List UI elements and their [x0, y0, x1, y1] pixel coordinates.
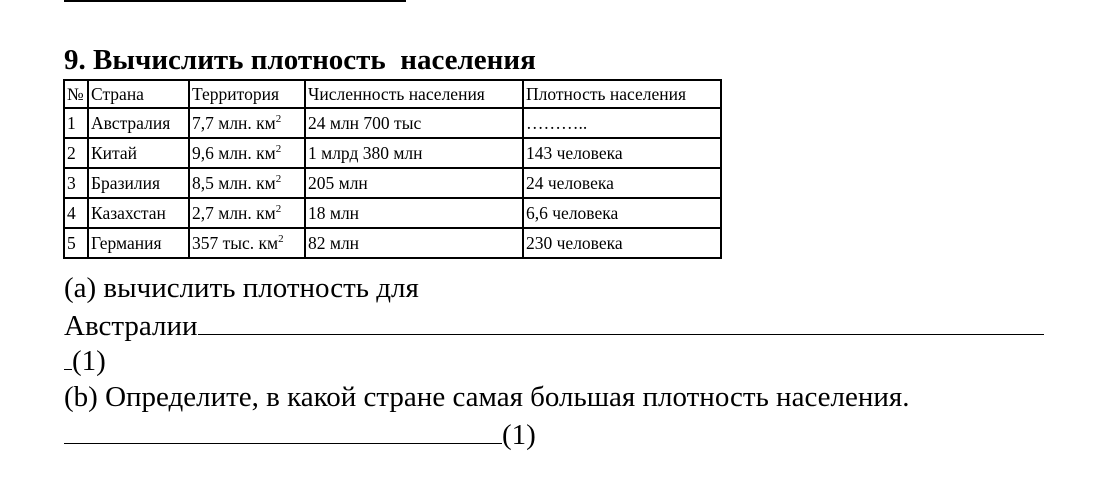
question-b-text: (b) Определите, в какой стране самая большая плотность населения. — [64, 381, 910, 413]
cell-number: 4 — [64, 198, 88, 228]
territory-value: 8,5 млн. км — [192, 173, 276, 193]
question-b-answer-line — [64, 417, 536, 452]
table-header-row — [64, 80, 721, 108]
answer-blank-a[interactable] — [198, 308, 1044, 335]
territory-exponent: 2 — [278, 233, 284, 246]
cell-population: 18 млн — [305, 198, 523, 228]
cell-density: 24 человека — [523, 168, 721, 198]
territory-value: 2,7 млн. км — [192, 203, 276, 223]
territory-exponent: 2 — [275, 203, 282, 216]
header-country: Страна — [88, 80, 189, 108]
cell-density: 230 человека — [523, 228, 721, 258]
header-territory: Территория — [189, 80, 305, 108]
cell-territory — [189, 168, 305, 198]
cell-population: 24 млн 700 тыс — [305, 108, 523, 138]
cell-density: ……….. — [523, 108, 721, 138]
answer-blank-b[interactable] — [64, 417, 502, 444]
table-row — [64, 108, 721, 138]
answer-blank-a-continued[interactable] — [64, 343, 72, 370]
question-b-score: (1) — [502, 419, 536, 451]
table-row — [64, 138, 721, 168]
cell-density: 143 человека — [523, 138, 721, 168]
territory-exponent: 2 — [275, 143, 282, 156]
header-number: № — [64, 80, 88, 108]
table-row — [64, 228, 721, 258]
question-a-score: (1) — [72, 345, 106, 377]
cell-territory — [189, 108, 305, 138]
cell-country: Германия — [88, 228, 189, 258]
cell-country: Австралия — [88, 108, 189, 138]
question-a-answer-line — [64, 308, 1044, 343]
cell-country: Китай — [88, 138, 189, 168]
territory-exponent: 2 — [275, 113, 282, 126]
population-table — [63, 79, 722, 259]
cell-country: Бразилия — [88, 168, 189, 198]
header-density: Плотность населения — [523, 80, 721, 108]
territory-value: 357 тыс. км — [192, 233, 279, 253]
cell-number: 2 — [64, 138, 88, 168]
question-a-score-line — [64, 343, 106, 378]
cell-territory — [189, 138, 305, 168]
table-row — [64, 168, 721, 198]
cell-number: 3 — [64, 168, 88, 198]
cell-number: 5 — [64, 228, 88, 258]
cell-density: 6,6 человека — [523, 198, 721, 228]
territory-value: 7,7 млн. км — [192, 113, 276, 133]
task-title: 9. Вычислить плотность населения — [64, 44, 536, 76]
cell-territory — [189, 198, 305, 228]
cell-population: 82 млн — [305, 228, 523, 258]
question-a-country: Австралии — [64, 310, 198, 342]
cell-population: 1 млрд 380 млн — [305, 138, 523, 168]
territory-exponent: 2 — [275, 173, 282, 186]
question-a-text: (a) вычислить плотность для — [64, 272, 419, 304]
table-row — [64, 198, 721, 228]
cell-territory — [189, 228, 305, 258]
header-population: Численность населения — [305, 80, 523, 108]
cell-number: 1 — [64, 108, 88, 138]
territory-value: 9,6 млн. км — [192, 143, 276, 163]
top-answer-line — [64, 0, 406, 2]
cell-population: 205 млн — [305, 168, 523, 198]
cell-country: Казахстан — [88, 198, 189, 228]
